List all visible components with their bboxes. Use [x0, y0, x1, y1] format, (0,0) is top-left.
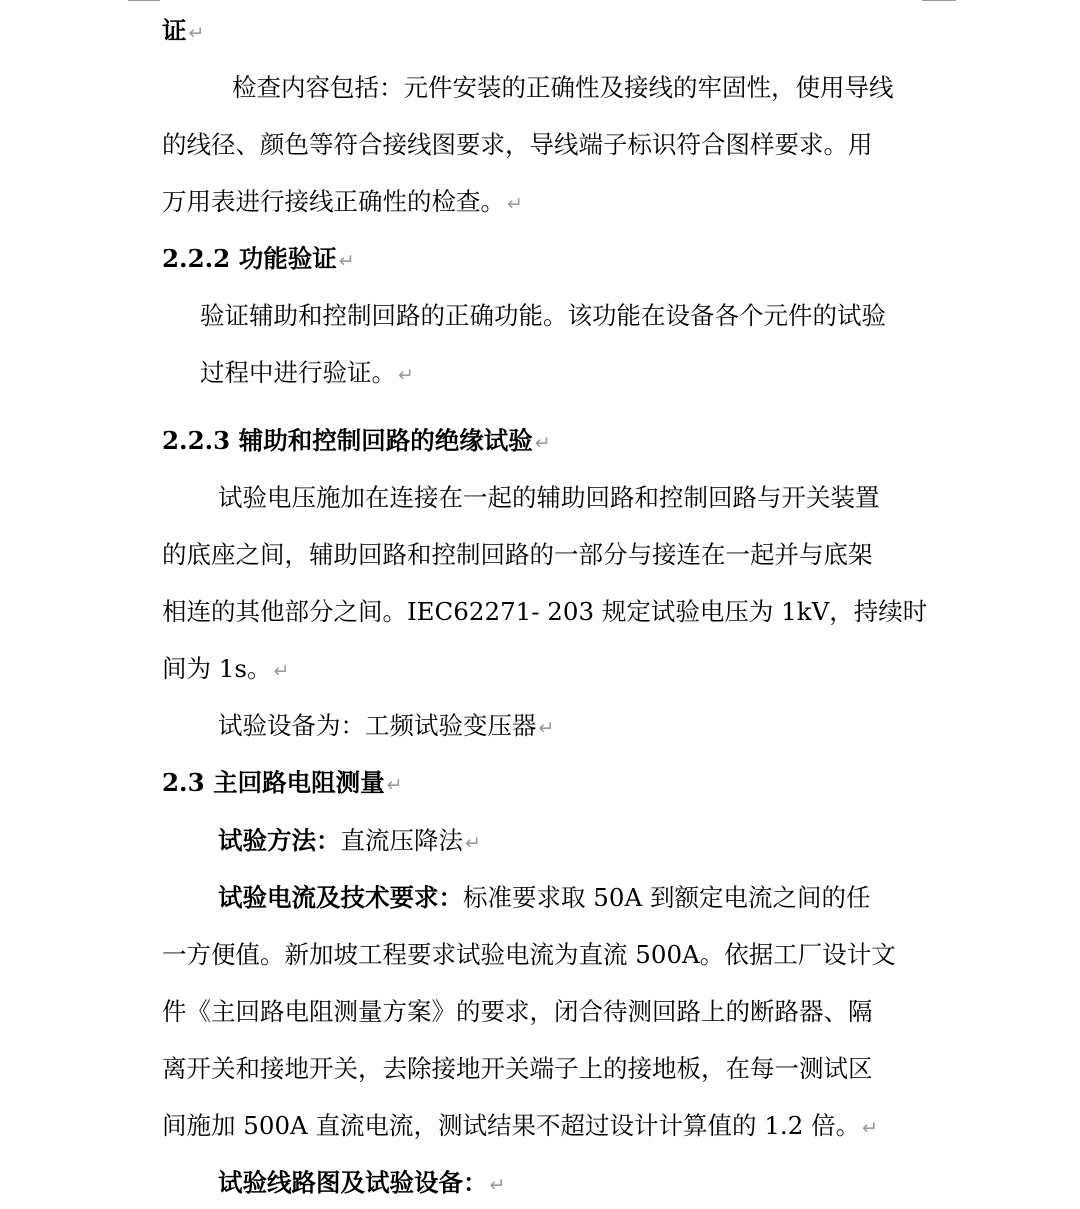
text-line — [218, 824, 481, 858]
line-text: 离开关和接地开关，去除接地开关端子上的接地板，在每一测试区 — [162, 1054, 873, 1083]
text-line — [162, 14, 204, 48]
heading-text: 2.3 主回路电阻测量 — [162, 768, 385, 797]
line-text: 验证辅助和控制回路的正确功能。该功能在设备各个元件的试验 — [200, 301, 886, 330]
text-line — [162, 995, 873, 1029]
page-corner-mark-right — [922, 0, 956, 1]
line-text: 试验设备为：工频试验变压器 — [218, 711, 537, 740]
line-text: 过程中进行验证。 — [200, 358, 396, 387]
paragraph-mark-icon: ↵ — [507, 193, 523, 215]
text-line — [162, 595, 927, 629]
paragraph-mark-icon: ↵ — [188, 22, 205, 44]
line-text: 直流压降法 — [340, 826, 463, 855]
line-text: 间施加 500A 直流电流，测试结果不超过设计计算值的 1.2 倍。 — [162, 1111, 861, 1140]
line-text: 标准要求取 50A 到额定电流之间的任 — [463, 883, 871, 912]
line-text: 件《主回路电阻测量方案》的要求，闭合待测回路上的断路器、隔 — [162, 997, 873, 1026]
paragraph-mark-icon: ↵ — [398, 364, 414, 386]
line-text: 检查内容包括：元件安装的正确性及接线的牢固性，使用导线 — [232, 73, 894, 102]
line-text: 间为 1s。 — [162, 654, 272, 683]
paragraph-mark-icon: ↵ — [862, 1117, 878, 1139]
text-line — [200, 356, 414, 390]
paragraph-mark-icon: ↵ — [538, 717, 555, 739]
paragraph-mark-icon: ↵ — [338, 250, 355, 272]
heading-text: 2.2.3 辅助和控制回路的绝缘试验 — [162, 426, 533, 455]
text-line — [162, 1109, 878, 1143]
bold-label: 试验电流及技术要求： — [218, 883, 463, 912]
text-line — [218, 1166, 505, 1200]
text-line — [218, 481, 880, 515]
text-line — [162, 185, 523, 219]
text-line — [232, 71, 894, 105]
heading-text: 2.2.2 功能验证 — [162, 244, 337, 273]
line-text: 证 — [162, 16, 187, 45]
text-line — [218, 709, 554, 743]
text-line — [162, 652, 289, 686]
text-line — [200, 299, 886, 333]
text-line — [162, 538, 873, 572]
line-text: 一方便值。新加坡工程要求试验电流为直流 500A。依据工厂设计文 — [162, 940, 896, 969]
text-line — [162, 938, 896, 972]
paragraph-mark-icon: ↵ — [489, 1174, 506, 1196]
line-text: 万用表进行接线正确性的检查。 — [162, 187, 505, 216]
text-line — [162, 128, 873, 162]
page-corner-mark-left — [128, 0, 160, 1]
paragraph-mark-icon: ↵ — [534, 432, 551, 454]
section-heading-2-3 — [162, 766, 403, 800]
line-text: 的线径、颜色等符合接线图要求，导线端子标识符合图样要求。用 — [162, 130, 873, 159]
line-text: 相连的其他部分之间。IEC62271- 203 规定试验电压为 1kV，持续时 — [162, 597, 928, 626]
paragraph-mark-icon: ↵ — [386, 774, 403, 796]
paragraph-mark-icon: ↵ — [273, 660, 290, 682]
text-line — [218, 881, 870, 915]
text-line — [162, 1052, 873, 1086]
paragraph-mark-icon: ↵ — [465, 832, 481, 854]
bold-label: 试验线路图及试验设备： — [218, 1168, 488, 1197]
line-text: 的底座之间，辅助回路和控制回路的一部分与接连在一起并与底架 — [162, 540, 873, 569]
section-heading-2-2-3 — [162, 424, 551, 458]
line-text: 试验电压施加在连接在一起的辅助回路和控制回路与开关装置 — [218, 483, 880, 512]
bold-label: 试验方法： — [218, 826, 341, 855]
section-heading-2-2-2 — [162, 242, 355, 276]
